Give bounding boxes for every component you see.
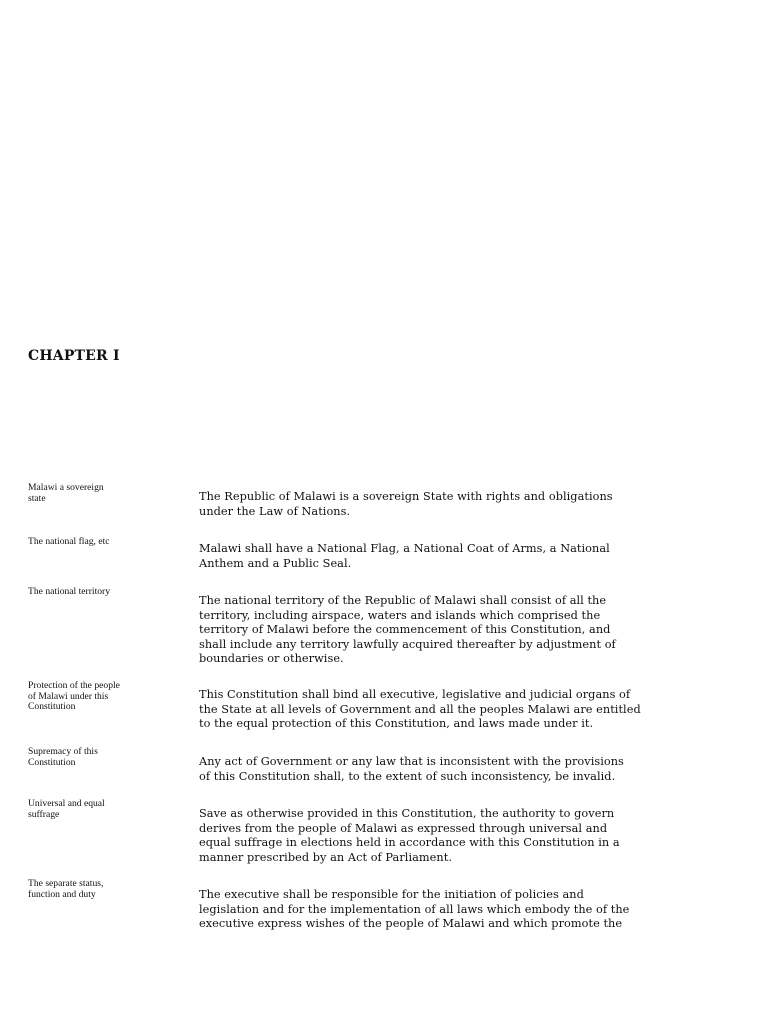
section-text (199, 542, 699, 571)
text-line: The Republic of Malawi is a sovereign State with rights and obligations (199, 490, 613, 503)
margin-note-line: of Malawi under this (28, 690, 109, 702)
text-line: Malawi shall have a National Flag, a National Coat of Arms, a National (199, 542, 610, 555)
section-text (199, 807, 699, 865)
text-line: The executive shall be responsible for the initiation of policies and (199, 888, 584, 901)
margin-note (28, 879, 148, 900)
section-text (199, 688, 699, 732)
margin-note (28, 799, 148, 820)
margin-note-line: Malawi a sovereign (28, 482, 104, 493)
margin-note-line: The national territory (28, 586, 111, 597)
margin-note (28, 587, 148, 598)
text-line: of this Constitution shall, to the extent of such inconsistency, be invalid. (199, 769, 616, 783)
text-line: Anthem and a Public Seal. (199, 556, 352, 570)
text-line: shall include any territory lawfully acquired thereafter by adjustment of (199, 637, 616, 651)
margin-note-line: function and duty (28, 888, 96, 900)
margin-note (28, 483, 148, 504)
section-text (199, 888, 699, 932)
text-line: The national territory of the Republic of Malawi shall consist of all the (199, 594, 607, 607)
text-line: territory, including airspace, waters and islands which comprised the (199, 608, 601, 622)
text-line: Any act of Government or any law that is inconsistent with the provisions (199, 755, 624, 768)
margin-note-line: Constitution (28, 701, 76, 713)
text-line: manner prescribed by an Act of Parliament. (199, 850, 452, 864)
text-line: Save as otherwise provided in this Constitution, the authority to govern (199, 807, 615, 820)
margin-note-line: Constitution (28, 756, 76, 768)
margin-note-line: Supremacy of this (28, 746, 98, 757)
section-text (199, 594, 699, 667)
text-line: the State at all levels of Government and all the peoples Malawi are entitled (199, 702, 641, 716)
margin-note-line: Universal and equal (28, 798, 105, 809)
text-line: derives from the people of Malawi as expressed through universal and (199, 821, 608, 835)
margin-note-line: The separate status, (28, 878, 104, 889)
text-line: to the equal protection of this Constitution, and laws made under it. (199, 717, 594, 730)
margin-note-line: The national flag, etc (28, 536, 110, 547)
margin-note (28, 747, 148, 768)
text-line: boundaries or otherwise. (199, 652, 344, 665)
margin-note (28, 681, 148, 713)
margin-note-line: suffrage (28, 808, 60, 820)
text-line: executive express wishes of the people of Malawi and which promote the (199, 917, 623, 930)
text-line: legislation and for the implementation of all laws which embody the of the (199, 902, 630, 916)
text-line: territory of Malawi before the commencement of this Constitution, and (199, 623, 611, 636)
margin-note-line: Protection of the people (28, 680, 120, 691)
section-text (199, 490, 699, 519)
margin-note-line: state (28, 492, 46, 504)
text-line: This Constitution shall bind all executive, legislative and judicial organs of (199, 688, 631, 701)
text-line: equal suffrage in elections held in accordance with this Constitution in a (199, 836, 620, 849)
margin-note (28, 537, 148, 548)
section-text (199, 755, 699, 784)
text-line: under the Law of Nations. (199, 504, 351, 518)
chapter-title: CHAPTER I (28, 348, 120, 364)
